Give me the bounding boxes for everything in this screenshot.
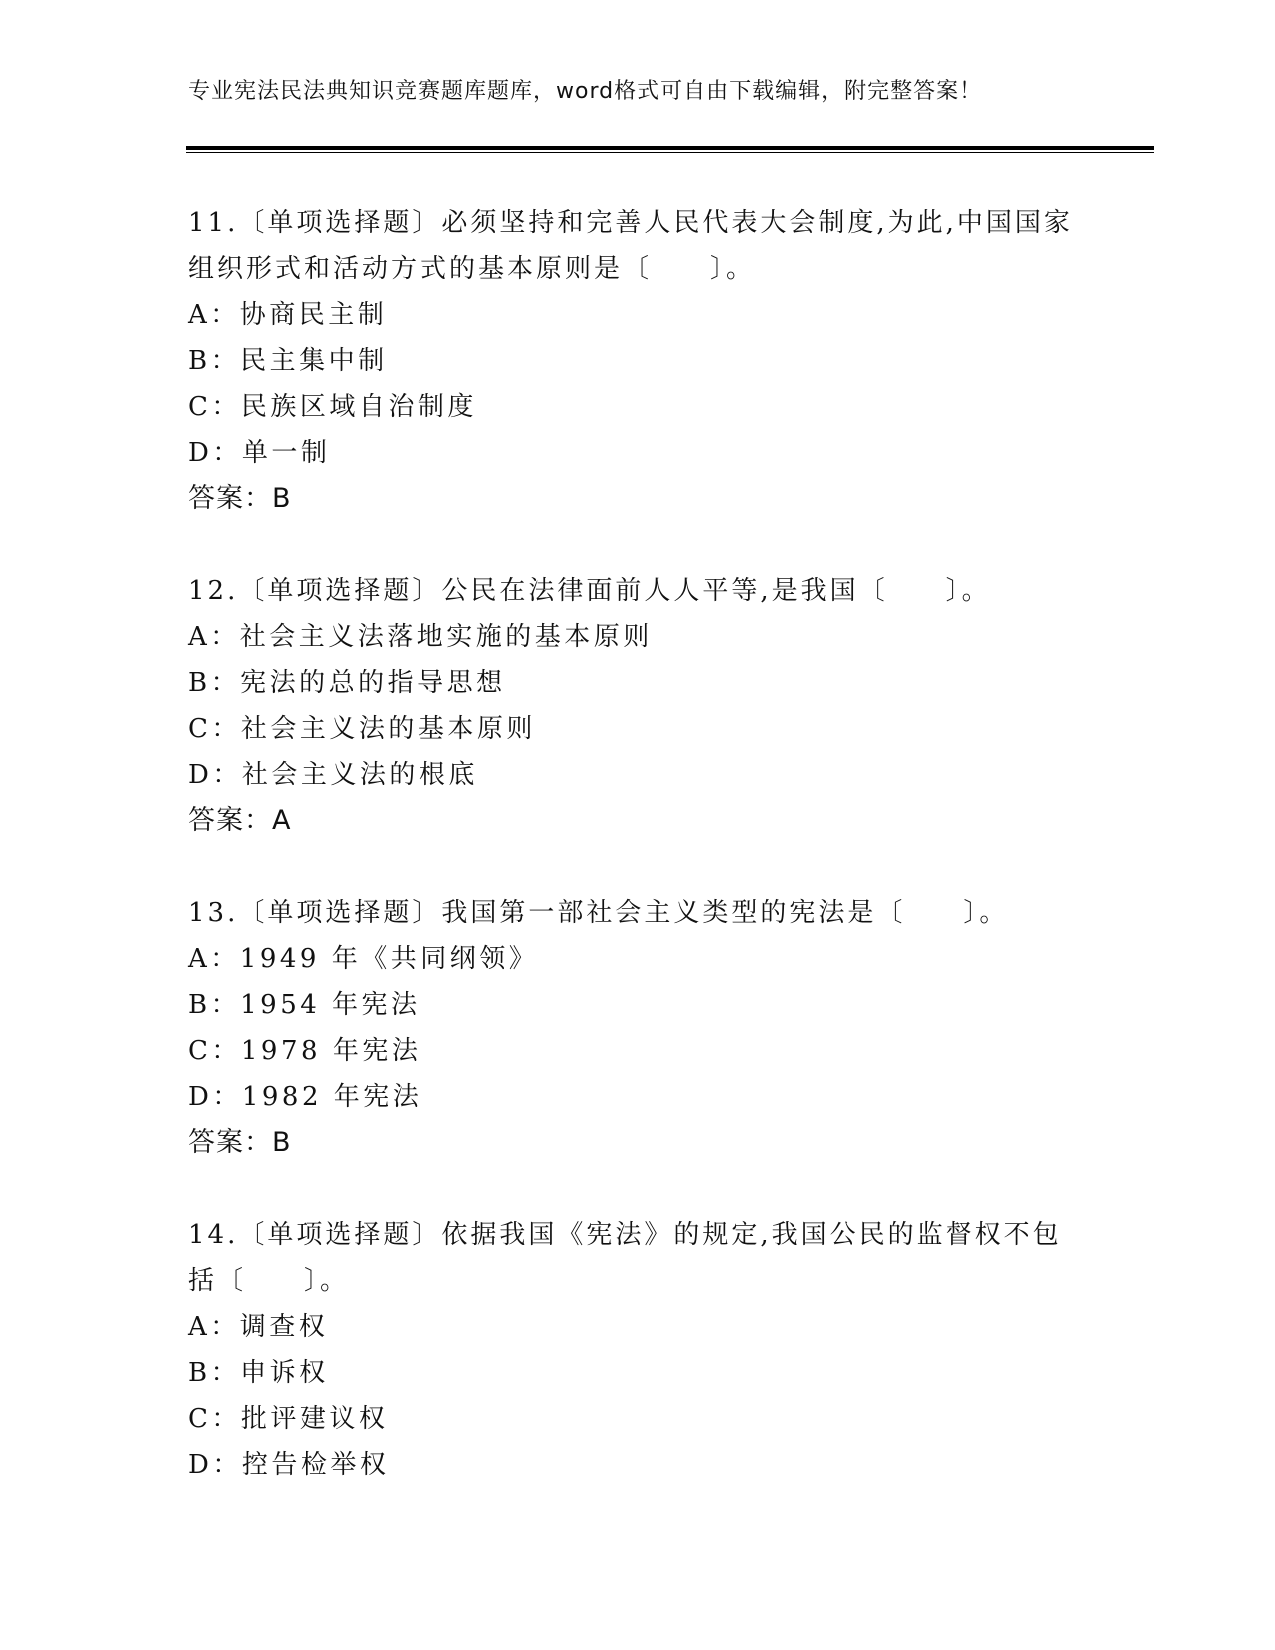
option-c: C：社会主义法的基本原则 (188, 714, 536, 744)
question-11 (188, 200, 1088, 522)
stem-line: 13.〔单项选择题〕我国第一部社会主义类型的宪法是〔 〕。 (188, 898, 1009, 928)
question-13 (188, 890, 1088, 1166)
option-b: B：申诉权 (188, 1358, 329, 1388)
stem-line: 组织形式和活动方式的基本原则是〔 〕。 (188, 254, 756, 284)
option-a: A：协商民主制 (188, 300, 388, 330)
option-d: D：社会主义法的根底 (188, 760, 478, 790)
page-header: 专业宪法民法典知识竞赛题库题库，word格式可自由下载编辑，附完整答案！ (188, 79, 983, 104)
answer: 答案：B (188, 1127, 292, 1158)
option-d: D：控告检举权 (188, 1450, 390, 1480)
header-rule-thin (186, 152, 1154, 153)
option-b: B：民主集中制 (188, 346, 388, 376)
option-a: A：调查权 (188, 1312, 329, 1342)
question-stem (188, 1212, 1088, 1304)
question-14 (188, 1212, 1088, 1488)
option-b: B：宪法的总的指导思想 (188, 668, 506, 698)
option-b: B：1954 年宪法 (188, 990, 421, 1020)
question-stem (188, 568, 1088, 614)
option-c: C：批评建议权 (188, 1404, 389, 1434)
header-rule (186, 146, 1154, 150)
stem-line: 14.〔单项选择题〕依据我国《宪法》的规定,我国公民的监督权不包 (188, 1220, 1062, 1250)
option-d: D：单一制 (188, 438, 331, 468)
option-c: C：1978 年宪法 (188, 1036, 422, 1066)
question-stem (188, 890, 1088, 936)
stem-line: 12.〔单项选择题〕公民在法律面前人人平等,是我国〔 〕。 (188, 576, 991, 606)
question-stem (188, 200, 1088, 292)
stem-line: 括〔 〕。 (188, 1266, 350, 1296)
answer: 答案：A (188, 805, 292, 836)
option-a: A：1949 年《共同纲领》 (188, 944, 539, 974)
question-list (188, 200, 1088, 1534)
stem-line: 11.〔单项选择题〕必须坚持和完善人民代表大会制度,为此,中国国家 (188, 208, 1073, 238)
answer: 答案：B (188, 483, 292, 514)
option-c: C：民族区域自治制度 (188, 392, 477, 422)
option-d: D：1982 年宪法 (188, 1082, 423, 1112)
question-12 (188, 568, 1088, 844)
option-a: A：社会主义法落地实施的基本原则 (188, 622, 653, 652)
